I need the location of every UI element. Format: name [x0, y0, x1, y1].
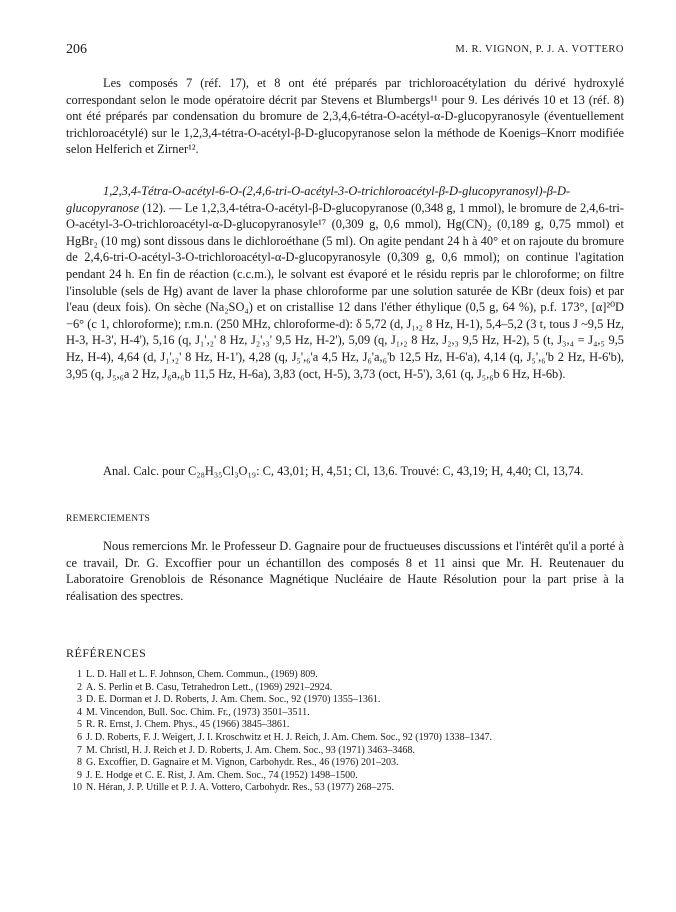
paragraph-compounds — [66, 75, 624, 158]
acknowledgements-text: Nous remercions Mr. le Professeur D. Gagnaire pour de fructueuses discussions et l'intérêt qu'il a porté à ce travail, Dr. G. Excoffier pour un échantillon des composés 8 et 11 ainsi que Mr. H. Reutenauer du Laboratoire Grenoblois de Résonance Magnétique Nucléaire de Haute Résolution pour la part prise à la réalisation des spectres. — [66, 539, 624, 603]
reference-item — [70, 682, 630, 695]
reference-item — [70, 707, 630, 720]
references-heading: RÉFÉRENCES — [66, 646, 147, 660]
reference-text: N. Héran, J. P. Utille et P. J. A. Vottero, Carbohydr. Res., 53 (1977) 268–275. — [86, 782, 394, 794]
reference-item — [70, 782, 630, 795]
reference-list — [70, 669, 630, 795]
running-head: M. R. VIGNON, P. J. A. VOTTERO — [455, 44, 624, 55]
reference-text: L. D. Hall et L. F. Johnson, Chem. Commun., (1969) 809. — [86, 669, 318, 680]
acknowledgements-paragraph — [66, 538, 624, 604]
compound-title: 1,2,3,4-Tétra-O-acétyl-6-O-(2,4,6-tri-O-acétyl-3-O-trichloroacétyl-β-D-glucopyranosyl)-β-D-glucopyranose — [66, 184, 571, 215]
reference-item — [70, 757, 630, 770]
page-number: 206 — [66, 42, 87, 57]
paragraph-synthesis — [66, 183, 624, 382]
reference-item — [70, 694, 630, 707]
reference-number: 2 — [77, 681, 82, 693]
page-header — [66, 42, 624, 62]
reference-text: A. S. Perlin et B. Casu, Tetrahedron Lett., (1969) 2921–2924. — [86, 681, 333, 693]
reference-item — [70, 770, 630, 783]
reference-text: J. E. Hodge et C. E. Rist, J. Am. Chem. Soc., 74 (1952) 1498–1500. — [86, 769, 358, 781]
paragraph-text: Les composés 7 (réf. 17), et 8 ont été préparés par trichloroacétylation du dérivé hydroxylé correspondant selon le mode opératoire décrit par Stevens et Blumbergs¹¹ pour 9. Les dérivés 10 et 13 (réf. 8) ont été préparés par condensation du bromure de 2,3,4,6-tétra-O-acétyl-α-D-glucopyranosyle (éventuellement trichloroacétylé) sur le 1,2,3,4-tétra-O-acétyl-β-D-glucopyranose selon la méthode de Koenigs–Knorr modifiée selon Helferich et Zirner¹². — [66, 76, 624, 157]
reference-number: 1 — [77, 669, 82, 680]
reference-text: D. E. Dorman et J. D. Roberts, J. Am. Chem. Soc., 92 (1970) 1355–1361. — [86, 694, 381, 706]
reference-number: 9 — [77, 769, 82, 781]
paragraph-analysis — [66, 463, 624, 480]
reference-item — [70, 719, 630, 732]
reference-text: M. Christl, H. J. Reich et J. D. Roberts, J. Am. Chem. Soc., 93 (1971) 3463–3468. — [86, 744, 415, 756]
synthesis-text: (12). — Le 1,2,3,4-tétra-O-acétyl-β-D-glucopyranose (0,348 g, 1 mmol), le bromure de 2,4,6-tri-O-acétyl-3-O-trichloroacétyl-α-D-glucopyranosyle¹⁷ (0,309 g, 0,6 mmol), Hg(CN)₂ (0,189 g, 0,75 mmol) et HgBr₂ (10 mg) sont dissous dans le dichloroéthane (5 ml). On agite pendant 24 h à 40° et on rajoute du bromure de 2,4,6-tri-O-acétyl-3-O-trichloroacétyl-α-D-glucopyranosyle (0,309 g, 0,6 mmol); on continue l'agitation pendant 24 h. En fin de réaction (c.c.m.), le solvant est évaporé et le résidu repris par le chloroforme; on filtre l'insoluble (sels de Hg) avant de laver la phase chloroforme par une solution saturée de KBr (deux fois) et par l'eau (deux fois). On sèche (Na₂SO₄) et on cristallise 12 dans l'éther éthylique (0,5 g, 64 %), p.f. 173°, [α]²⁰D −6° (c 1, chloroforme); r.m.n. (250 MHz, chloroforme-d): δ 5,72 (d, J₁,₂ 8 Hz, H-1), 5,4–5,2 (3 t, tous J ~9,5 Hz, H-3, H-3', H-4'), 5,16 (q, J₁',₂' 8 Hz, J₂',₃' 9,5 Hz, H-2'), 5,09 (q, J₁,₂ 8 Hz, J₂,₃ 9,5 Hz, H-2), 5 (t, J₃,₄ = J₄,₅ 9,5 Hz, H-4), 4,64 (d, J₁',₂' 8 Hz, H-1'), 4,28 (q, J₅',₆'a 4,5 Hz, J₆'a,₆'b 12,5 Hz, H-6'a), 4,14 (q, J₅',₆'b 2 Hz, H-6'b), 3,95 (q, J₅,₆a 2 Hz, J₆a,₆b 11,5 Hz, H-6a), 3,83 (oct, H-5), 3,73 (oct, H-5'), 3,61 (q, J₅,₆b 6 Hz, H-6b). — [66, 200, 624, 381]
reference-number: 8 — [77, 757, 82, 769]
reference-number: 7 — [77, 744, 82, 756]
reference-item — [70, 669, 630, 682]
reference-item — [70, 732, 630, 745]
reference-text: M. Vincendon, Bull. Soc. Chim. Fr., (1973) 3501–3511. — [86, 706, 310, 718]
reference-number: 10 — [72, 782, 82, 794]
reference-number: 5 — [77, 719, 82, 731]
reference-number: 6 — [77, 731, 82, 743]
reference-text: R. R. Ernst, J. Chem. Phys., 45 (1966) 3845–3861. — [86, 719, 290, 731]
reference-item — [70, 745, 630, 758]
reference-text: J. D. Roberts, F. J. Weigert, J. I. Kroschwitz et H. J. Reich, J. Am. Chem. Soc., 92 (1970) 1338–1347. — [86, 731, 492, 743]
reference-text: G. Excoffier, D. Gagnaire et M. Vignon, Carbohydr. Res., 46 (1976) 201–203. — [86, 757, 399, 769]
acknowledgements-heading: REMERCIEMENTS — [66, 514, 151, 524]
analysis-text: Anal. Calc. pour C₂₈H₃₅Cl₃O₁₉: C, 43,01; H, 4,51; Cl, 13,6. Trouvé: C, 43,19; H, 4,40; Cl, 13,74. — [103, 464, 584, 478]
reference-number: 4 — [77, 706, 82, 718]
reference-number: 3 — [77, 694, 82, 706]
